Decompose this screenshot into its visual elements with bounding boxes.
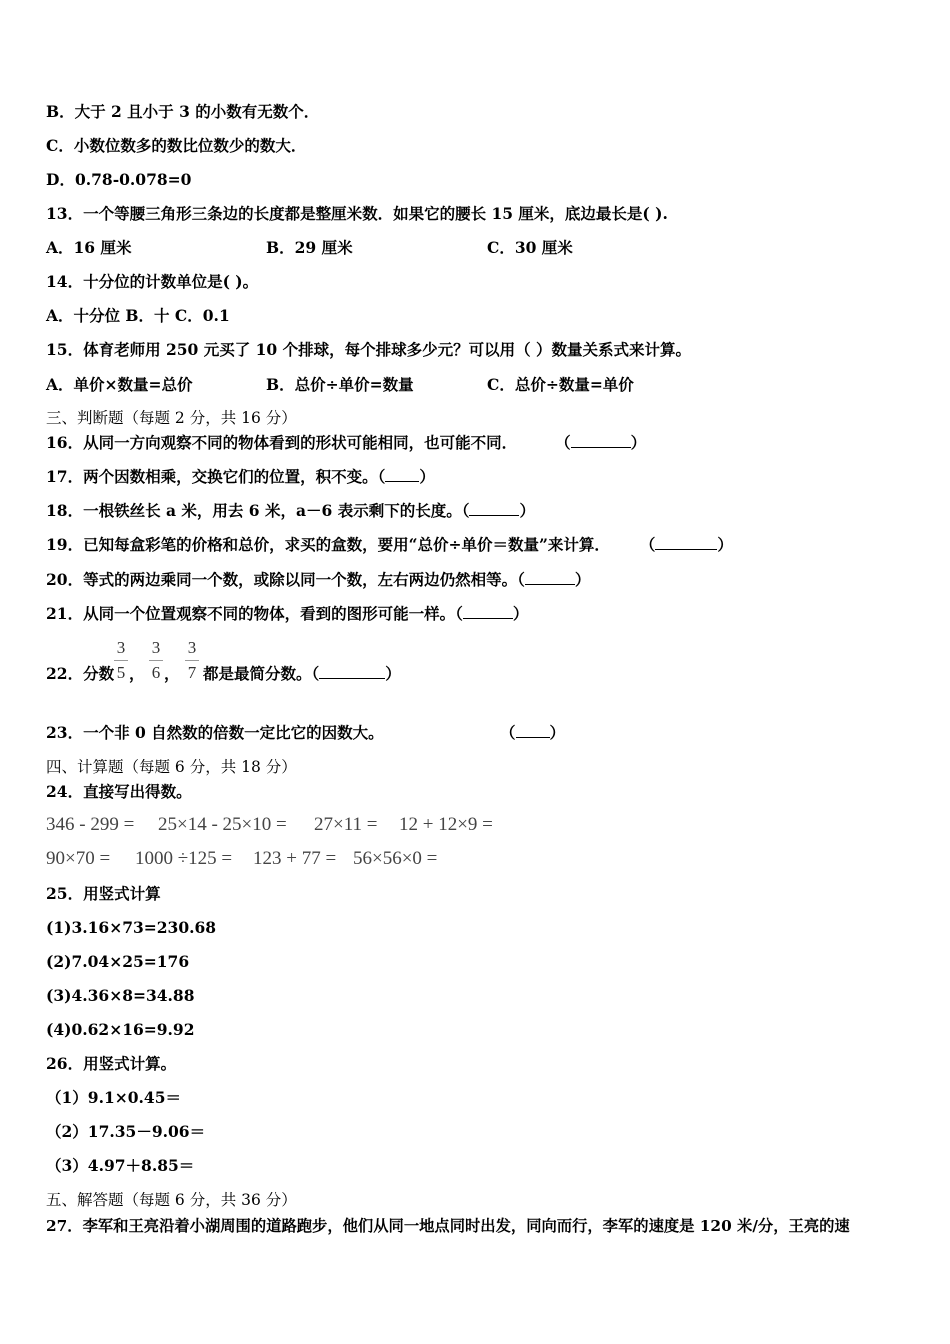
question-22-suffix xyxy=(203,664,401,684)
paren-close: ） xyxy=(385,664,401,683)
q15-option-b: B．总价÷单价=数量 xyxy=(266,375,414,394)
answer-blank[interactable] xyxy=(516,723,550,738)
question-15: 15．体育老师用 250 元买了 10 个排球，每个排球多少元？可以用（ ）数量关系式来计算。 xyxy=(46,340,691,359)
paren-open: （ xyxy=(639,535,656,554)
q15-option-c: C．总价÷数量=单价 xyxy=(487,375,634,394)
answer-blank[interactable] xyxy=(571,433,631,448)
section-5-heading: 五、解答题（每题 6 分，共 36 分） xyxy=(46,1191,297,1209)
question-22-prefix: 22．分数 xyxy=(46,664,115,683)
question-27: 27．李军和王亮沿着小湖周围的道路跑步，他们从同一地点同时出发，同向而行，李军的速度是 120 米/分，王亮的速 xyxy=(46,1217,850,1235)
question-21-text: 21．从同一个位置观察不同的物体，看到的图形可能一样。（ xyxy=(46,604,463,623)
question-13: 13．一个等腰三角形三条边的长度都是整厘米数．如果它的腰长 15 厘米，底边最长是( ). xyxy=(46,204,668,223)
fraction-3-5 xyxy=(114,638,128,683)
q14-options: A．十分位 B．十 C．0.1 xyxy=(46,306,230,325)
option-c: C．小数位数多的数比位数少的数大． xyxy=(46,136,307,155)
paren-close: ） xyxy=(549,723,566,742)
question-19-text: 19．已知每盒彩笔的价格和总价，求买的盒数，要用“总价÷单价＝数量”来计算． xyxy=(46,535,610,554)
paren-close: ） xyxy=(419,467,435,486)
answer-blank[interactable] xyxy=(525,570,575,585)
question-16-text: 16．从同一方向观察不同的物体看到的形状可能相同，也可能不同． xyxy=(46,433,518,452)
comma: ， xyxy=(129,664,145,683)
option-d: D．0.78-0.078=0 xyxy=(46,170,192,189)
question-20-text: 20．等式的两边乘同一个数，或除以同一个数，左右两边仍然相等。（ xyxy=(46,570,525,589)
calc-item: 25×14 - 25×10 = xyxy=(158,814,287,835)
fraction-numerator: 3 xyxy=(187,638,197,657)
calc-item: 56×56×0 = xyxy=(353,848,438,869)
calc-item: 346 - 299 = xyxy=(46,814,135,835)
question-26: 26．用竖式计算。 xyxy=(46,1054,177,1073)
question-21 xyxy=(46,604,528,624)
answer-blank[interactable] xyxy=(385,467,419,482)
question-19 xyxy=(46,535,733,555)
answer-blank[interactable] xyxy=(655,535,717,550)
calc-item: 27×11 = xyxy=(314,814,378,835)
answer-blank[interactable] xyxy=(463,604,513,619)
fraction-numerator: 3 xyxy=(151,638,161,657)
fraction-denominator: 5 xyxy=(116,663,126,682)
q26-item-3: （3）4.97＋8.85＝ xyxy=(46,1156,195,1175)
question-20 xyxy=(46,570,590,590)
paren-close: ） xyxy=(630,433,647,452)
calc-item: 90×70 = xyxy=(46,848,111,869)
q15-option-a: A．单价×数量=总价 xyxy=(46,375,193,394)
option-b: B．大于 2 且小于 3 的小数有无数个． xyxy=(46,102,320,121)
q25-item-3: (3)4.36×8=34.88 xyxy=(46,986,195,1005)
q23-answer xyxy=(500,723,565,743)
question-22-text: 都是最简分数。（ xyxy=(203,664,320,683)
q25-item-1: (1)3.16×73=230.68 xyxy=(46,918,217,937)
q26-item-2: （2）17.35－9.06＝ xyxy=(46,1122,206,1141)
answer-blank[interactable] xyxy=(469,501,519,516)
question-17 xyxy=(46,467,435,487)
answer-blank[interactable] xyxy=(319,664,385,679)
calc-item: 123 + 77 = xyxy=(253,848,337,869)
paren-close: ） xyxy=(574,570,591,589)
fraction-denominator: 7 xyxy=(187,663,197,682)
q25-item-2: (2)7.04×25=176 xyxy=(46,952,190,971)
question-24: 24．直接写出得数。 xyxy=(46,782,192,801)
question-16 xyxy=(46,433,646,453)
question-25: 25．用竖式计算 xyxy=(46,884,161,903)
calc-item: 1000 ÷125 = xyxy=(135,848,233,869)
fraction-denominator: 6 xyxy=(151,663,161,682)
section-4-heading: 四、计算题（每题 6 分，共 18 分） xyxy=(46,758,297,776)
paren-close: ） xyxy=(519,501,535,520)
question-17-text: 17．两个因数相乘，交换它们的位置，积不变。（ xyxy=(46,467,386,486)
question-14: 14．十分位的计数单位是( )。 xyxy=(46,272,259,291)
fraction-3-6 xyxy=(149,638,163,683)
paren-close: ） xyxy=(512,604,529,623)
q13-option-a: A．16 厘米 xyxy=(46,238,132,257)
q25-item-4: (4)0.62×16=9.92 xyxy=(46,1020,195,1039)
paren-open: （ xyxy=(500,723,516,742)
fraction-3-7 xyxy=(185,638,199,683)
question-18-text: 18．一根铁丝长 a 米，用去 6 米，a－6 表示剩下的长度。（ xyxy=(46,501,470,520)
paren-close: ） xyxy=(717,535,733,554)
calc-item: 12 + 12×9 = xyxy=(399,814,493,835)
q13-option-b: B．29 厘米 xyxy=(266,238,353,257)
question-23: 23．一个非 0 自然数的倍数一定比它的因数大。 xyxy=(46,723,384,742)
question-18 xyxy=(46,501,535,521)
paren-open: （ xyxy=(555,433,571,452)
section-3-heading: 三、判断题（每题 2 分，共 16 分） xyxy=(46,409,297,427)
q26-item-1: （1）9.1×0.45＝ xyxy=(46,1088,181,1107)
q13-option-c: C．30 厘米 xyxy=(487,238,573,257)
comma: ， xyxy=(164,664,180,683)
fraction-numerator: 3 xyxy=(116,638,126,657)
